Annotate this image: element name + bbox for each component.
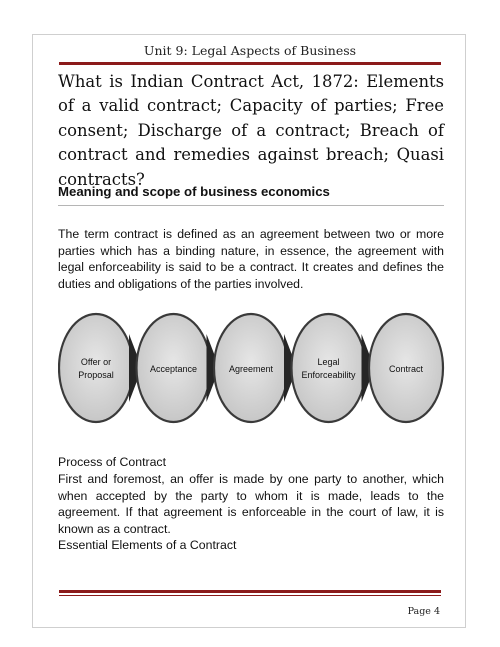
page-number: Page 4 (407, 606, 440, 617)
diagram-step-2 (137, 314, 211, 422)
step-label: Contract (388, 364, 424, 374)
step-oval (292, 314, 366, 422)
definition-paragraph: The term contract is defined as an agreement between two or more parties which has a binding nature, in essence, the agreement with legal enforceability is said to be a contract. It creates and defines the duties and obligations of the parties involved. (58, 227, 444, 291)
step-label: Agreement (228, 364, 274, 374)
section-heading: Meaning and scope of business economics (58, 184, 330, 199)
running-header: Unit 9: Legal Aspects of Business (143, 43, 357, 58)
diagram-step-3 (214, 314, 288, 422)
step-label: Acceptance (149, 364, 198, 374)
step-label: Offer or (80, 357, 112, 367)
question-heading: What is Indian Contract Act, 1872: Elements of a valid contract; Capacity of parties; Free consent; Discharge of a contract; Breach of contract and remedies against breach; Quasi contracts? (58, 72, 444, 189)
step-label: Proposal (78, 370, 114, 380)
step-label: Enforceability (301, 370, 356, 380)
diagram-step-1 (59, 314, 133, 422)
footer-rule (59, 590, 441, 593)
contract-process-diagram (58, 309, 446, 427)
step-label: Legal (317, 357, 340, 367)
step-oval (59, 314, 133, 422)
process-title: Process of Contract (58, 455, 166, 469)
section-heading-rule (58, 205, 444, 206)
essential-elements-title: Essential Elements of a Contract (58, 538, 237, 552)
process-paragraph: First and foremost, an offer is made by one party to another, which when accepted by the party to whom it is made, leads to the agreement. If that agreement is enforceable in the court of law, it is known as a contract. (58, 472, 444, 536)
diagram-step-4 (292, 314, 366, 422)
diagram-step-5 (369, 314, 443, 422)
footer-rule-thin (59, 595, 441, 596)
header-rule (59, 62, 441, 65)
